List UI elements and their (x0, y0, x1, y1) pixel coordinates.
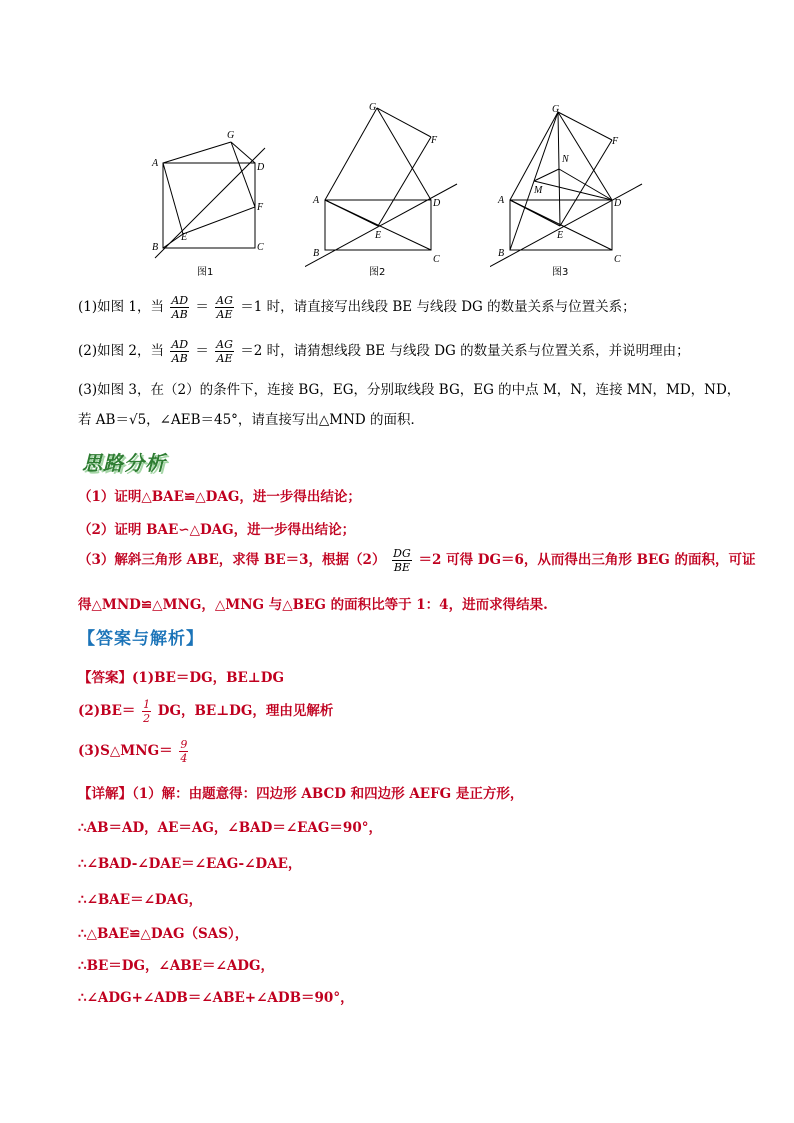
figure-1 (145, 100, 275, 280)
answer-part-1: (1)BE＝DG，BE⊥DG (132, 670, 285, 686)
answer-part-3-prefix: (3)S△MNG＝ (78, 743, 173, 759)
figure-3 (490, 100, 660, 280)
question-1-fraction-ad-ab (170, 294, 189, 321)
analysis-fraction-dg-be (392, 547, 412, 574)
svg-text:C: C (257, 242, 264, 253)
svg-text:D: D (614, 198, 622, 209)
detail-step: ∴∠ADG+∠ADB＝∠ABE+∠ADB＝90°， (78, 990, 354, 1006)
detail-step: ∴∠BAD-∠DAE＝∠EAG-∠DAE， (78, 856, 302, 872)
detail-text: （1）解：由题意得：四边形 ABCD 和四边形 AEFG 是正方形， (132, 786, 524, 802)
figure-2-diagram (305, 100, 475, 280)
svg-text:G: G (227, 130, 235, 141)
analysis-line-2: （2）证明 BAE∽△DAG，进一步得出结论； (78, 522, 356, 538)
figure-3-diagram (490, 100, 660, 280)
svg-text:G: G (369, 102, 377, 113)
question-2-fraction-ad-ab (170, 338, 189, 365)
answer-line-1 (78, 666, 284, 686)
answer-fraction-one-half (142, 698, 151, 725)
analysis-line-3-prefix: （3）解斜三角形 ABE，求得 BE＝3，根据（2） (78, 552, 386, 568)
fraction-denominator: AE (216, 308, 233, 321)
svg-text:F: F (431, 135, 438, 146)
svg-text:E: E (375, 230, 382, 241)
svg-text:B: B (313, 248, 320, 259)
analysis-line-3 (78, 547, 756, 574)
question-1-prefix: (1)如图 1，当 (78, 299, 165, 315)
detail-step: ∴∠BAE＝∠DAG， (78, 892, 203, 908)
fraction-numerator: AG (216, 294, 233, 307)
svg-text:A: A (498, 195, 505, 206)
analysis-line-1: （1）证明△BAE≌△DAG，进一步得出结论； (78, 489, 361, 505)
svg-text:E: E (181, 232, 188, 243)
svg-text:N: N (562, 154, 569, 165)
answer-part-2-prefix: (2)BE＝ (78, 703, 136, 719)
figure-1-diagram (145, 100, 275, 280)
fraction-numerator: DG (393, 547, 411, 560)
figure-3-caption: 图3 (552, 267, 569, 278)
analysis-line-3-suffix: ＝2 可得 DG＝6，从而得出三角形 BEG 的面积，可证 (418, 552, 756, 568)
svg-text:G: G (552, 104, 560, 115)
equals-sign: ＝ (195, 299, 209, 315)
svg-text:A: A (313, 195, 320, 206)
svg-text:M: M (534, 185, 543, 196)
question-2-fraction-ag-ae (215, 338, 234, 365)
fraction-denominator: BE (393, 561, 411, 574)
svg-text:B: B (152, 242, 159, 253)
fraction-denominator: AB (171, 352, 188, 365)
analysis-line-4: 得△MND≌△MNG，△MNG 与△BEG 的面积比等于 1：4，进而求得结果. (78, 597, 548, 613)
svg-text:A: A (152, 158, 159, 169)
fraction-numerator: 1 (143, 698, 151, 711)
svg-text:E: E (557, 230, 564, 241)
detail-step: ∴BE＝DG，∠ABE＝∠ADG， (78, 958, 275, 974)
fraction-denominator: 2 (143, 712, 151, 725)
question-3-line-1: (3)如图 3，在（2）的条件下，连接 BG，EG，分别取线段 BG，EG 的中点 M，N，连接 MN，MD，ND， (78, 382, 741, 398)
svg-text:D: D (257, 162, 265, 173)
detail-step: ∴AB＝AD，AE＝AG，∠BAD＝∠EAG＝90°， (78, 820, 382, 836)
equals-sign: ＝ (195, 343, 209, 359)
detail-step: ∴△BAE≌△DAG（SAS）， (78, 926, 249, 942)
fraction-numerator: AD (171, 338, 189, 351)
answer-label: 【答案】 (78, 670, 132, 686)
figure-2 (305, 100, 475, 280)
fraction-numerator: 9 (180, 738, 188, 751)
question-3-line-2: 若 AB＝√5，∠AEB＝45°，请直接写出△MND 的面积． (78, 412, 425, 428)
answer-part-2-suffix: DG，BE⊥DG，理由见解析 (157, 703, 334, 719)
question-2-suffix: ＝2 时，请猜想线段 BE 与线段 DG 的数量关系与位置关系，并说明理由； (240, 343, 690, 359)
svg-text:D: D (433, 198, 441, 209)
analysis-heading-badge (78, 443, 178, 475)
svg-text:C: C (433, 254, 440, 265)
fraction-numerator: AG (216, 338, 233, 351)
fraction-numerator: AD (171, 294, 189, 307)
svg-text:B: B (498, 248, 505, 259)
svg-text:C: C (614, 254, 621, 265)
fraction-denominator: 4 (180, 752, 188, 765)
figure-1-caption: 图1 (197, 267, 214, 278)
question-1-suffix: ＝1 时，请直接写出线段 BE 与线段 DG 的数量关系与位置关系； (240, 299, 636, 315)
answer-line-3 (78, 738, 190, 765)
question-2-prefix: (2)如图 2，当 (78, 343, 165, 359)
detail-line-1 (78, 782, 523, 802)
answer-line-2 (78, 698, 333, 725)
question-1 (78, 294, 636, 321)
answer-heading: 【答案与解析】 (78, 629, 204, 649)
question-2 (78, 338, 690, 365)
svg-text:F: F (257, 202, 264, 213)
analysis-heading: 思路分析 (82, 451, 166, 475)
answer-fraction-nine-quarters (179, 738, 188, 765)
question-1-fraction-ag-ae (215, 294, 234, 321)
svg-text:F: F (612, 136, 619, 147)
fraction-denominator: AE (216, 352, 233, 365)
fraction-denominator: AB (171, 308, 188, 321)
figure-2-caption: 图2 (369, 267, 386, 278)
detail-label: 【详解】 (78, 786, 132, 802)
